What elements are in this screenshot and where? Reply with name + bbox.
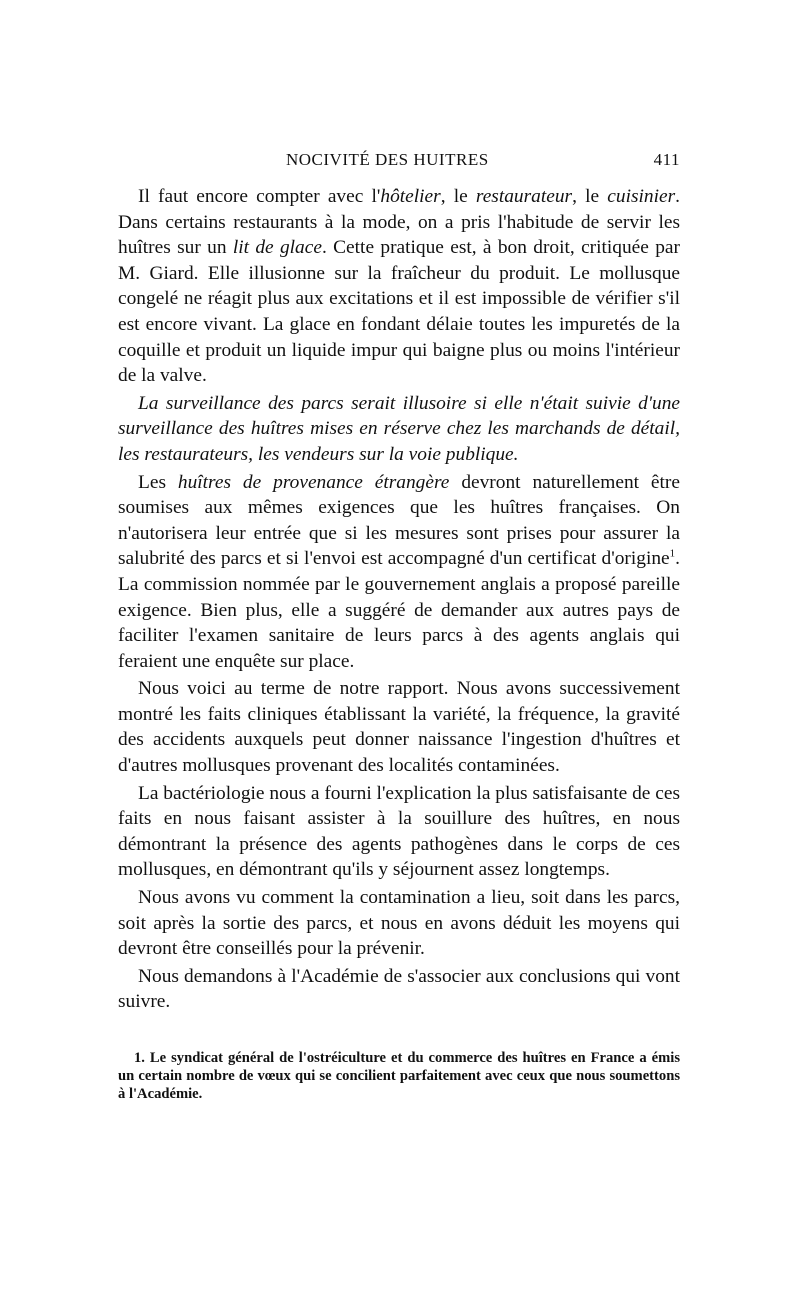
- text-run: Il faut encore compter avec l': [138, 186, 381, 207]
- italic-text: La surveillance des parcs serait illusoire si elle n'était suivie d'une surveillance des huîtres mises en réserve chez les marchands de détail, les restaurateurs, les vendeurs sur la voie publique.: [118, 392, 680, 465]
- text-run: , le: [572, 186, 608, 207]
- text-run: , le: [440, 186, 476, 207]
- paragraph: [118, 184, 680, 389]
- footnote-text: 1. Le syndicat général de l'ostréiculture et du commerce des huîtres en France a émis un certain nombre de vœux qui se concilient parfaitement avec ceux que nous soumettons à l'Académie.: [118, 1050, 680, 1102]
- text-run: La bactériologie nous a fourni l'explication la plus satisfaisante de ces faits en nous faisant assister à la souillure des huîtres, en nous démontrant la présence des agents pathogènes dans le corps de ces mollusques, en démontrant qu'ils y séjournent assez longtemps.: [118, 782, 680, 881]
- paragraph: [118, 781, 680, 883]
- text-run: . Dans certains restaurants à la mode, on a pris l'habitude de servir les huîtres sur un: [118, 186, 680, 259]
- paragraph: [118, 964, 680, 1015]
- book-page: [118, 150, 680, 1103]
- paragraph: [118, 885, 680, 962]
- italic-text: cuisinier: [607, 186, 676, 207]
- italic-text: restaurateur: [475, 186, 573, 207]
- running-title: NOCIVITÉ DES HUITRES: [286, 150, 489, 169]
- paragraph: [118, 676, 680, 778]
- text-run: Nous demandons à l'Académie de s'associer aux conclusions qui vont suivre.: [118, 965, 680, 1013]
- text-run: . Cette pratique est, à bon droit, critiquée par M. Giard. Elle illusionne sur la fraîcheur du produit. Le mollusque congelé ne réagit plus aux excitations et il est impossible de vérifier s'il est encore vivant. La glace en fondant délaie toutes les impuretés de la coquille et produit un liquide impur qui baigne plus ou moins l'intérieur de la valve.: [118, 237, 680, 387]
- text-run: . La commission nommée par le gouvernement anglais a proposé pareille exigence. Bien plus, elle a suggéré de demander aux autres pays de faciliter l'examen sanitaire de leurs parcs à des agents anglais qui feraient une enquête sur place.: [118, 548, 680, 672]
- paragraph: [118, 470, 680, 675]
- body-text: [118, 184, 680, 1015]
- page-number: 411: [653, 150, 680, 169]
- paragraph: [118, 391, 680, 468]
- running-header: [118, 150, 680, 174]
- footnote: [118, 1049, 680, 1103]
- italic-text: lit de glace: [232, 237, 322, 259]
- footnote-marker: 1: [669, 547, 676, 560]
- text-run: Nous voici au terme de notre rapport. Nous avons successivement montré les faits cliniques établissant la variété, la fréquence, la gravité des accidents auxquels peut donner naissance l'ingestion d'huîtres et d'autres mollusques provenant des localités contaminées.: [118, 678, 680, 777]
- text-run: Nous avons vu comment la contamination a lieu, soit dans les parcs, soit après la sortie des parcs, et nous en avons déduit les moyens qui devront être conseillés pour la prévenir.: [118, 887, 680, 960]
- italic-text: huîtres de provenance étrangère: [177, 471, 450, 493]
- text-run: devront naturellement être soumises aux mêmes exigences que les huîtres françaises. On n'autorisera leur entrée que si les mesures sont prises pour assurer la salubrité des parcs et si l'envoi est accompagné d'un certificat d'origine: [118, 471, 680, 570]
- italic-text: hôtelier: [380, 186, 441, 207]
- text-run: Les: [138, 471, 178, 493]
